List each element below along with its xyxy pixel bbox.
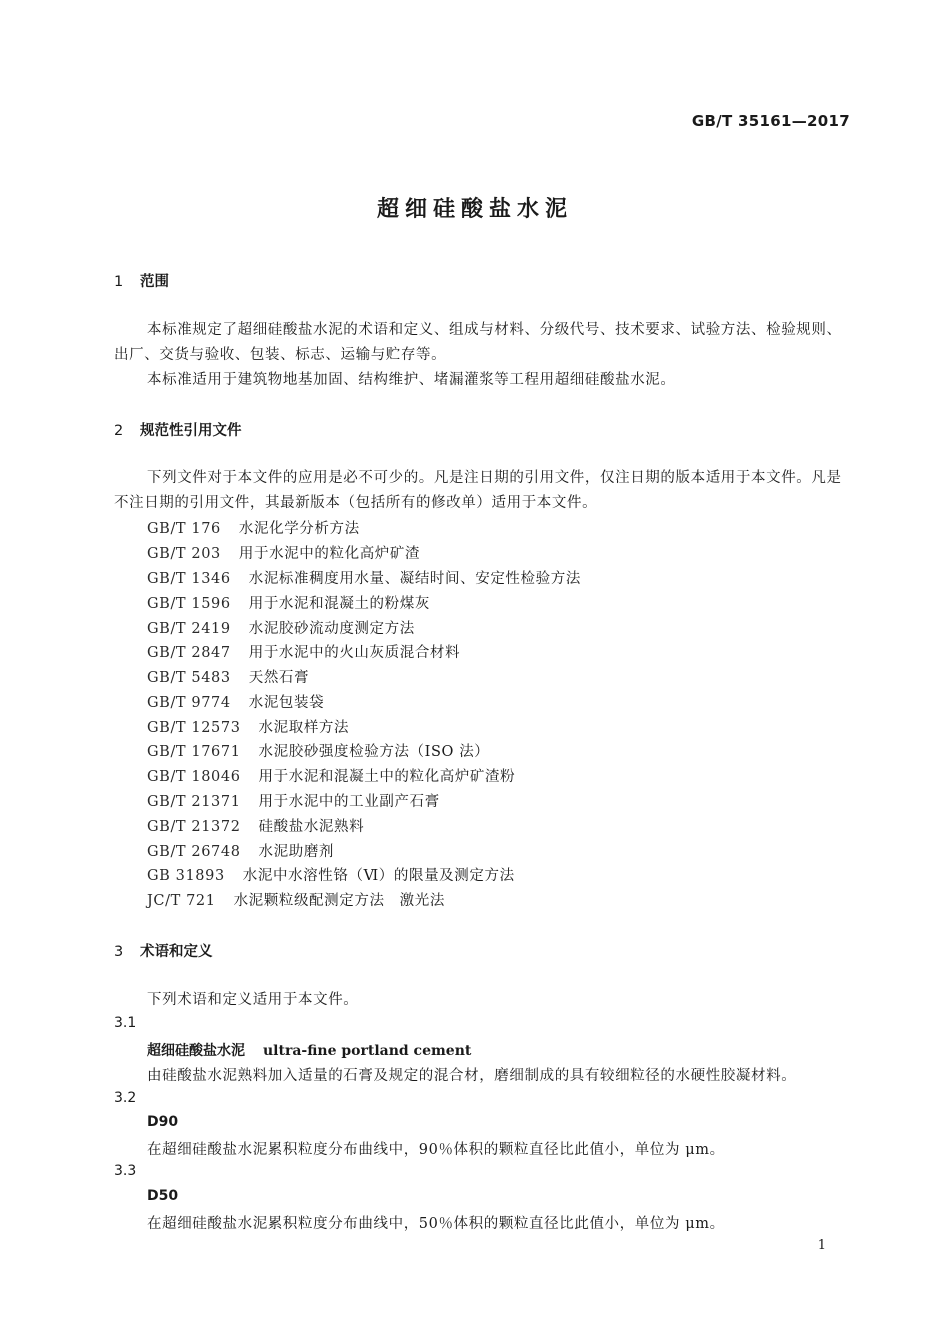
reference-code: GB/T 1346	[147, 571, 231, 587]
section-1-heading	[114, 270, 169, 291]
term-zh: 超细硅酸盐水泥	[147, 1043, 245, 1059]
reference-title: 水泥中水溶性铬（Ⅵ）的限量及测定方法	[242, 868, 515, 884]
references-intro: 下列文件对于本文件的应用是必不可少的。凡是注日期的引用文件，仅注日期的版本适用于本文件。凡是不注日期的引用文件，其最新版本（包括所有的修改单）适用于本文件。	[114, 470, 842, 511]
reference-title: 水泥标准稠度用水量、凝结时间、安定性检验方法	[248, 571, 581, 587]
reference-title: 用于水泥和混凝土的粉煤灰	[248, 596, 430, 612]
reference-title: 水泥取样方法	[258, 720, 350, 736]
reference-code: GB/T 2847	[147, 645, 231, 661]
section-number: 1	[114, 274, 124, 290]
reference-title: 水泥包装袋	[248, 695, 325, 711]
section-3-heading	[114, 940, 213, 961]
section-title: 术语和定义	[140, 944, 213, 960]
reference-code: GB/T 5483	[147, 670, 231, 686]
term-definition: 由硅酸盐水泥熟料加入适量的石膏及规定的混合材，磨细制成的具有较细粒径的水硬性胶凝材料。	[147, 1068, 797, 1084]
reference-title: 用于水泥和混凝土中的粒化高炉矿渣粉	[258, 769, 516, 785]
page-number: 1	[817, 1238, 826, 1253]
reference-title: 水泥胶砂流动度测定方法	[248, 621, 415, 637]
reference-item	[147, 815, 364, 836]
reference-item	[147, 517, 360, 538]
reference-code: JC/T 721	[147, 893, 216, 909]
reference-title: 水泥胶砂强度检验方法（ISO 法）	[258, 744, 490, 760]
section-number: 3	[114, 944, 124, 960]
section-title: 范围	[140, 274, 169, 290]
reference-item	[147, 567, 581, 588]
term-zh: D90	[147, 1114, 179, 1130]
reference-item	[147, 592, 430, 613]
reference-code: GB/T 17671	[147, 744, 241, 760]
scope-paragraph-2: 本标准适用于建筑物地基加固、结构维护、堵漏灌浆等工程用超细硅酸盐水泥。	[147, 372, 676, 388]
reference-code: GB/T 12573	[147, 720, 241, 736]
reference-code: GB/T 26748	[147, 844, 241, 860]
section-number: 2	[114, 423, 124, 439]
reference-title: 天然石膏	[248, 670, 310, 686]
reference-item	[147, 617, 415, 638]
reference-code: GB/T 21372	[147, 819, 241, 835]
reference-code: GB/T 2419	[147, 621, 231, 637]
reference-item	[147, 666, 309, 687]
term-definition: 在超细硅酸盐水泥累积粒度分布曲线中，90％体积的颗粒直径比此值小，单位为 μm。	[147, 1142, 725, 1158]
reference-code: GB/T 203	[147, 546, 221, 562]
reference-title: 硅酸盐水泥熟料	[258, 819, 365, 835]
reference-item	[147, 765, 515, 786]
scope-paragraph-1: 本标准规定了超细硅酸盐水泥的术语和定义、组成与材料、分级代号、技术要求、试验方法、检验规则、出厂、交货与验收、包装、标志、运输与贮存等。	[114, 322, 842, 363]
reference-title: 水泥助磨剂	[258, 844, 335, 860]
section-title: 规范性引用文件	[140, 423, 242, 439]
reference-code: GB 31893	[147, 868, 225, 884]
term-definition: 在超细硅酸盐水泥累积粒度分布曲线中，50％体积的颗粒直径比此值小，单位为 μm。	[147, 1216, 725, 1232]
reference-title: 用于水泥中的工业副产石膏	[258, 794, 440, 810]
reference-item	[147, 889, 445, 910]
reference-code: GB/T 1596	[147, 596, 231, 612]
reference-item	[147, 740, 489, 761]
reference-code: GB/T 18046	[147, 769, 241, 785]
reference-item	[147, 716, 349, 737]
reference-item	[147, 790, 440, 811]
reference-title: 水泥颗粒级配测定方法 激光法	[233, 893, 445, 909]
reference-title: 用于水泥中的粒化高炉矿渣	[238, 546, 421, 562]
reference-item	[147, 691, 324, 712]
clause-number: 3.3	[114, 1163, 137, 1179]
document-title: 超细硅酸盐水泥	[376, 197, 573, 222]
reference-title: 用于水泥中的火山灰质混合材料	[248, 645, 461, 661]
reference-item	[147, 542, 420, 563]
standard-code: GB/T 35161—2017	[691, 112, 850, 130]
term-en: ultra-fine portland cement	[263, 1043, 472, 1059]
terms-intro: 下列术语和定义适用于本文件。	[147, 992, 359, 1008]
reference-code: GB/T 9774	[147, 695, 231, 711]
term-heading	[147, 1114, 178, 1130]
section-2-heading	[114, 419, 242, 440]
term-heading	[147, 1040, 471, 1060]
reference-item	[147, 840, 334, 861]
clause-number: 3.2	[114, 1090, 137, 1106]
reference-code: GB/T 176	[147, 521, 221, 537]
clause-number: 3.1	[114, 1015, 137, 1031]
reference-code: GB/T 21371	[147, 794, 241, 810]
term-zh: D50	[147, 1188, 179, 1204]
reference-title: 水泥化学分析方法	[238, 521, 360, 537]
reference-item	[147, 864, 515, 885]
reference-item	[147, 641, 460, 662]
term-heading	[147, 1188, 178, 1204]
